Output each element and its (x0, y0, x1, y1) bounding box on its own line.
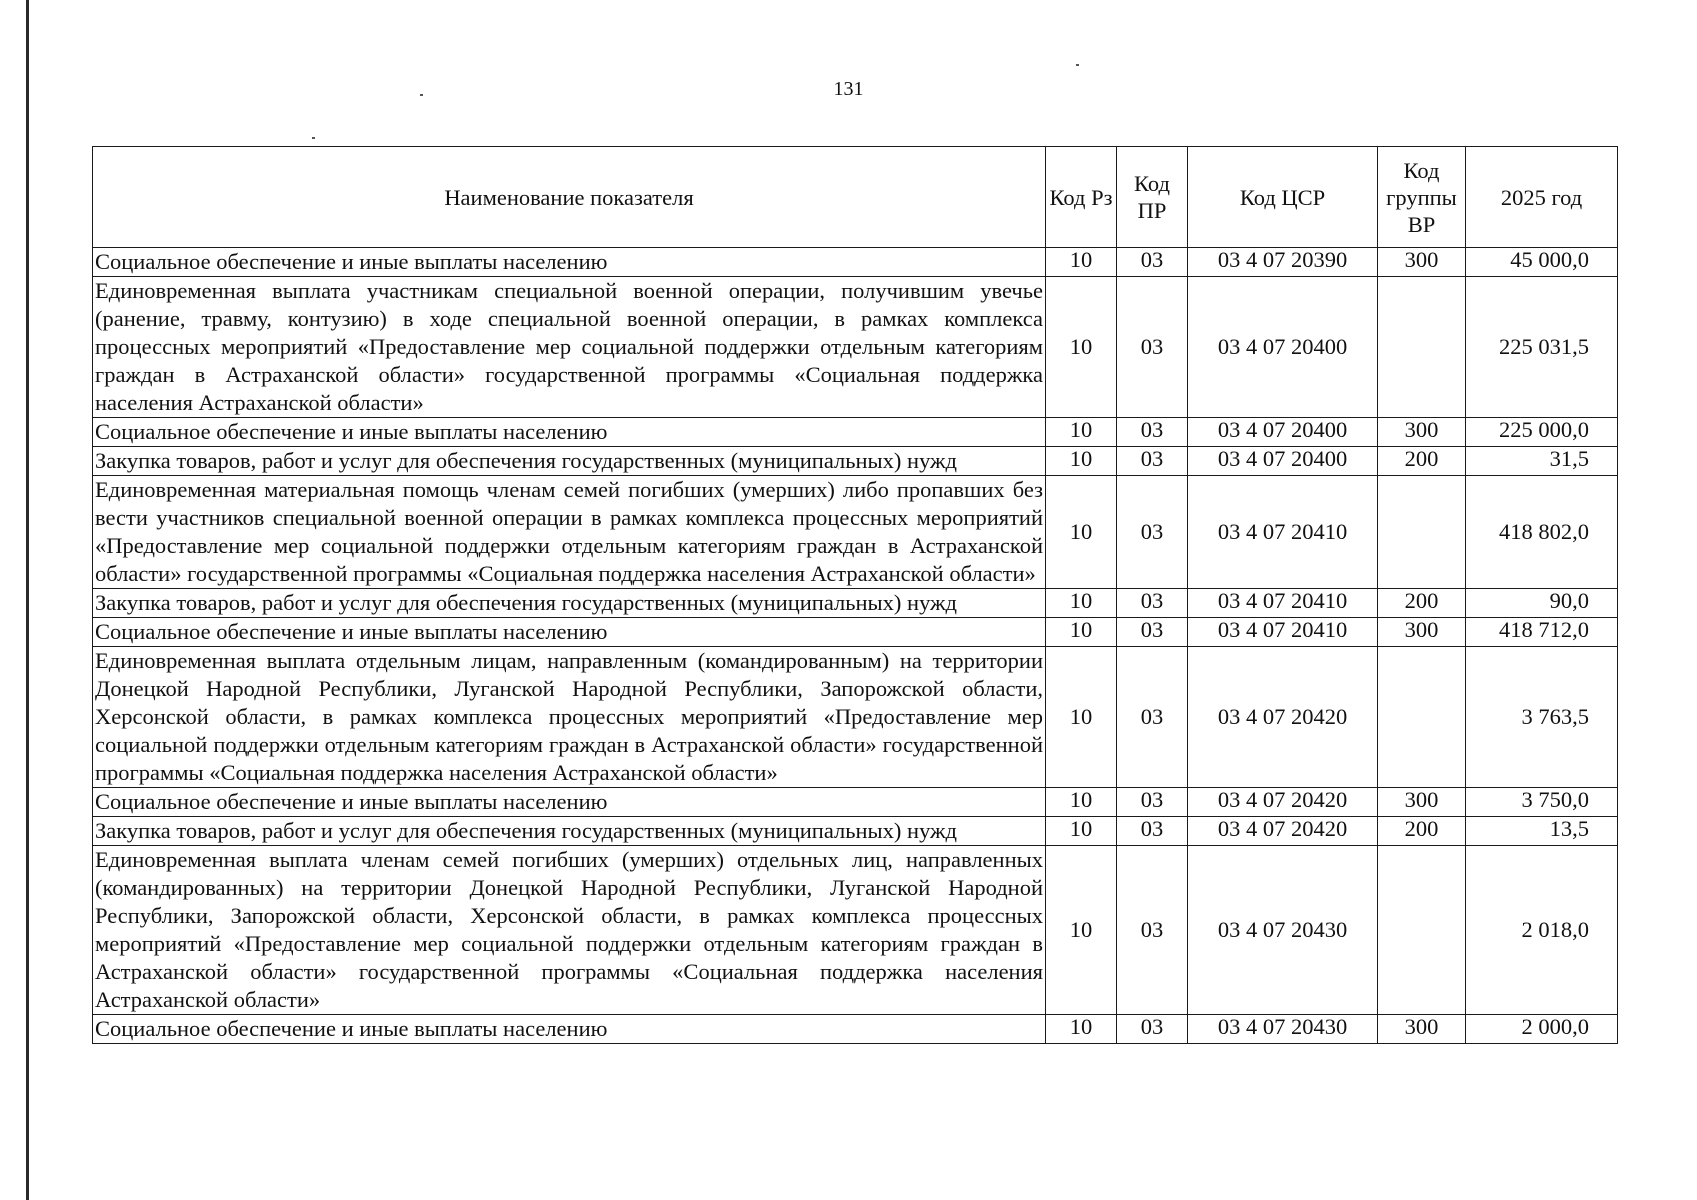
table-row (93, 788, 1618, 817)
row-name: Единовременная выплата членам семей погибших (умерших) отдельных лиц, направленных (командированных) на территории Донецкой Народной Республики, Луганской Народной Республики, Запорожской области, Херсонской области, в рамках комплекса процессных мероприятий «Предоставление мер социальной поддержки отдельным категориям граждан в Астраханской области» государственной программы «Социальная поддержка населения Астраханской области» (93, 846, 1046, 1015)
row-value: 2 000,0 (1466, 1015, 1618, 1044)
row-csr: 03 4 07 20400 (1188, 447, 1378, 476)
row-vr: 200 (1378, 817, 1466, 846)
table-row (93, 618, 1618, 647)
header-year: 2025 год (1466, 147, 1618, 248)
row-name: Единовременная выплата участникам специальной военной операции, получившим увечье (ранение, травму, контузию) в ходе специальной военной операции, в рамках комплекса процессных мероприятий «Предоставление мер социальной поддержки отдельным категориям граждан в Астраханской области» государственной программы «Социальная поддержка населения Астраханской области» (93, 277, 1046, 418)
row-pr: 03 (1117, 277, 1188, 418)
table-row (93, 418, 1618, 447)
row-csr: 03 4 07 20400 (1188, 418, 1378, 447)
header-rz: Код Рз (1046, 147, 1117, 248)
row-pr: 03 (1117, 447, 1188, 476)
row-name: Закупка товаров, работ и услуг для обеспечения государственных (муниципальных) нужд (93, 817, 1046, 846)
row-value: 13,5 (1466, 817, 1618, 846)
row-vr: 300 (1378, 788, 1466, 817)
table-row (93, 277, 1618, 418)
row-name: Единовременная выплата отдельным лицам, направленным (командированным) на территории Донецкой Народной Республики, Луганской Народной Республики, Запорожской области, Херсонской области, в рамках комплекса процессных мероприятий «Предоставление мер социальной поддержки отдельным категориям граждан в Астраханской области» государственной программы «Социальная поддержка населения Астраханской области» (93, 647, 1046, 788)
row-value: 225 000,0 (1466, 418, 1618, 447)
row-name: Социальное обеспечение и иные выплаты населению (93, 788, 1046, 817)
budget-table (92, 146, 1618, 1044)
row-pr: 03 (1117, 418, 1188, 447)
table-header-row (93, 147, 1618, 248)
header-vr: Код группы ВР (1378, 147, 1466, 248)
row-name: Социальное обеспечение и иные выплаты населению (93, 618, 1046, 647)
row-rz: 10 (1046, 447, 1117, 476)
table-body (93, 248, 1618, 1044)
table-row (93, 589, 1618, 618)
scan-edge-line (26, 0, 29, 1200)
row-csr: 03 4 07 20410 (1188, 618, 1378, 647)
row-pr: 03 (1117, 788, 1188, 817)
row-rz: 10 (1046, 589, 1117, 618)
row-value: 418 712,0 (1466, 618, 1618, 647)
row-value: 2 018,0 (1466, 846, 1618, 1015)
row-pr: 03 (1117, 476, 1188, 589)
row-csr: 03 4 07 20430 (1188, 1015, 1378, 1044)
table-row (93, 248, 1618, 277)
table-row (93, 846, 1618, 1015)
row-rz: 10 (1046, 1015, 1117, 1044)
row-rz: 10 (1046, 277, 1117, 418)
row-value: 90,0 (1466, 589, 1618, 618)
scan-speck (312, 137, 315, 139)
row-rz: 10 (1046, 418, 1117, 447)
page-number: 131 (833, 78, 864, 100)
row-rz: 10 (1046, 248, 1117, 277)
row-value: 3 750,0 (1466, 788, 1618, 817)
row-csr: 03 4 07 20410 (1188, 476, 1378, 589)
row-rz: 10 (1046, 817, 1117, 846)
header-csr: Код ЦСР (1188, 147, 1378, 248)
row-vr: 300 (1378, 618, 1466, 647)
row-csr: 03 4 07 20420 (1188, 817, 1378, 846)
row-csr: 03 4 07 20420 (1188, 788, 1378, 817)
row-vr (1378, 277, 1466, 418)
row-vr (1378, 846, 1466, 1015)
row-pr: 03 (1117, 846, 1188, 1015)
row-rz: 10 (1046, 618, 1117, 647)
table-row (93, 1015, 1618, 1044)
row-name: Единовременная материальная помощь членам семей погибших (умерших) либо пропавших без вести участников специальной военной операции в рамках комплекса процессных мероприятий «Предоставление мер социальной поддержки отдельным категориям граждан в Астраханской области» государственной программы «Социальная поддержка населения Астраханской области» (93, 476, 1046, 589)
row-name: Социальное обеспечение и иные выплаты населению (93, 248, 1046, 277)
row-value: 225 031,5 (1466, 277, 1618, 418)
row-name: Социальное обеспечение и иные выплаты населению (93, 1015, 1046, 1044)
row-vr (1378, 647, 1466, 788)
scan-speck (1076, 64, 1079, 66)
row-value: 3 763,5 (1466, 647, 1618, 788)
row-pr: 03 (1117, 647, 1188, 788)
row-pr: 03 (1117, 589, 1188, 618)
row-vr (1378, 476, 1466, 589)
row-vr: 300 (1378, 418, 1466, 447)
row-vr: 300 (1378, 248, 1466, 277)
row-value: 45 000,0 (1466, 248, 1618, 277)
row-name: Социальное обеспечение и иные выплаты населению (93, 418, 1046, 447)
row-pr: 03 (1117, 248, 1188, 277)
table-row (93, 647, 1618, 788)
row-vr: 200 (1378, 589, 1466, 618)
row-csr: 03 4 07 20390 (1188, 248, 1378, 277)
row-vr: 200 (1378, 447, 1466, 476)
row-pr: 03 (1117, 817, 1188, 846)
table-row (93, 817, 1618, 846)
row-csr: 03 4 07 20410 (1188, 589, 1378, 618)
row-value: 418 802,0 (1466, 476, 1618, 589)
row-rz: 10 (1046, 476, 1117, 589)
row-rz: 10 (1046, 647, 1117, 788)
row-pr: 03 (1117, 618, 1188, 647)
row-pr: 03 (1117, 1015, 1188, 1044)
table-row (93, 447, 1618, 476)
header-name: Наименование показателя (93, 147, 1046, 248)
row-csr: 03 4 07 20430 (1188, 846, 1378, 1015)
row-name: Закупка товаров, работ и услуг для обеспечения государственных (муниципальных) нужд (93, 447, 1046, 476)
table-row (93, 476, 1618, 589)
row-rz: 10 (1046, 788, 1117, 817)
row-value: 31,5 (1466, 447, 1618, 476)
header-pr: Код ПР (1117, 147, 1188, 248)
row-vr: 300 (1378, 1015, 1466, 1044)
row-csr: 03 4 07 20400 (1188, 277, 1378, 418)
row-name: Закупка товаров, работ и услуг для обеспечения государственных (муниципальных) нужд (93, 589, 1046, 618)
row-rz: 10 (1046, 846, 1117, 1015)
row-csr: 03 4 07 20420 (1188, 647, 1378, 788)
